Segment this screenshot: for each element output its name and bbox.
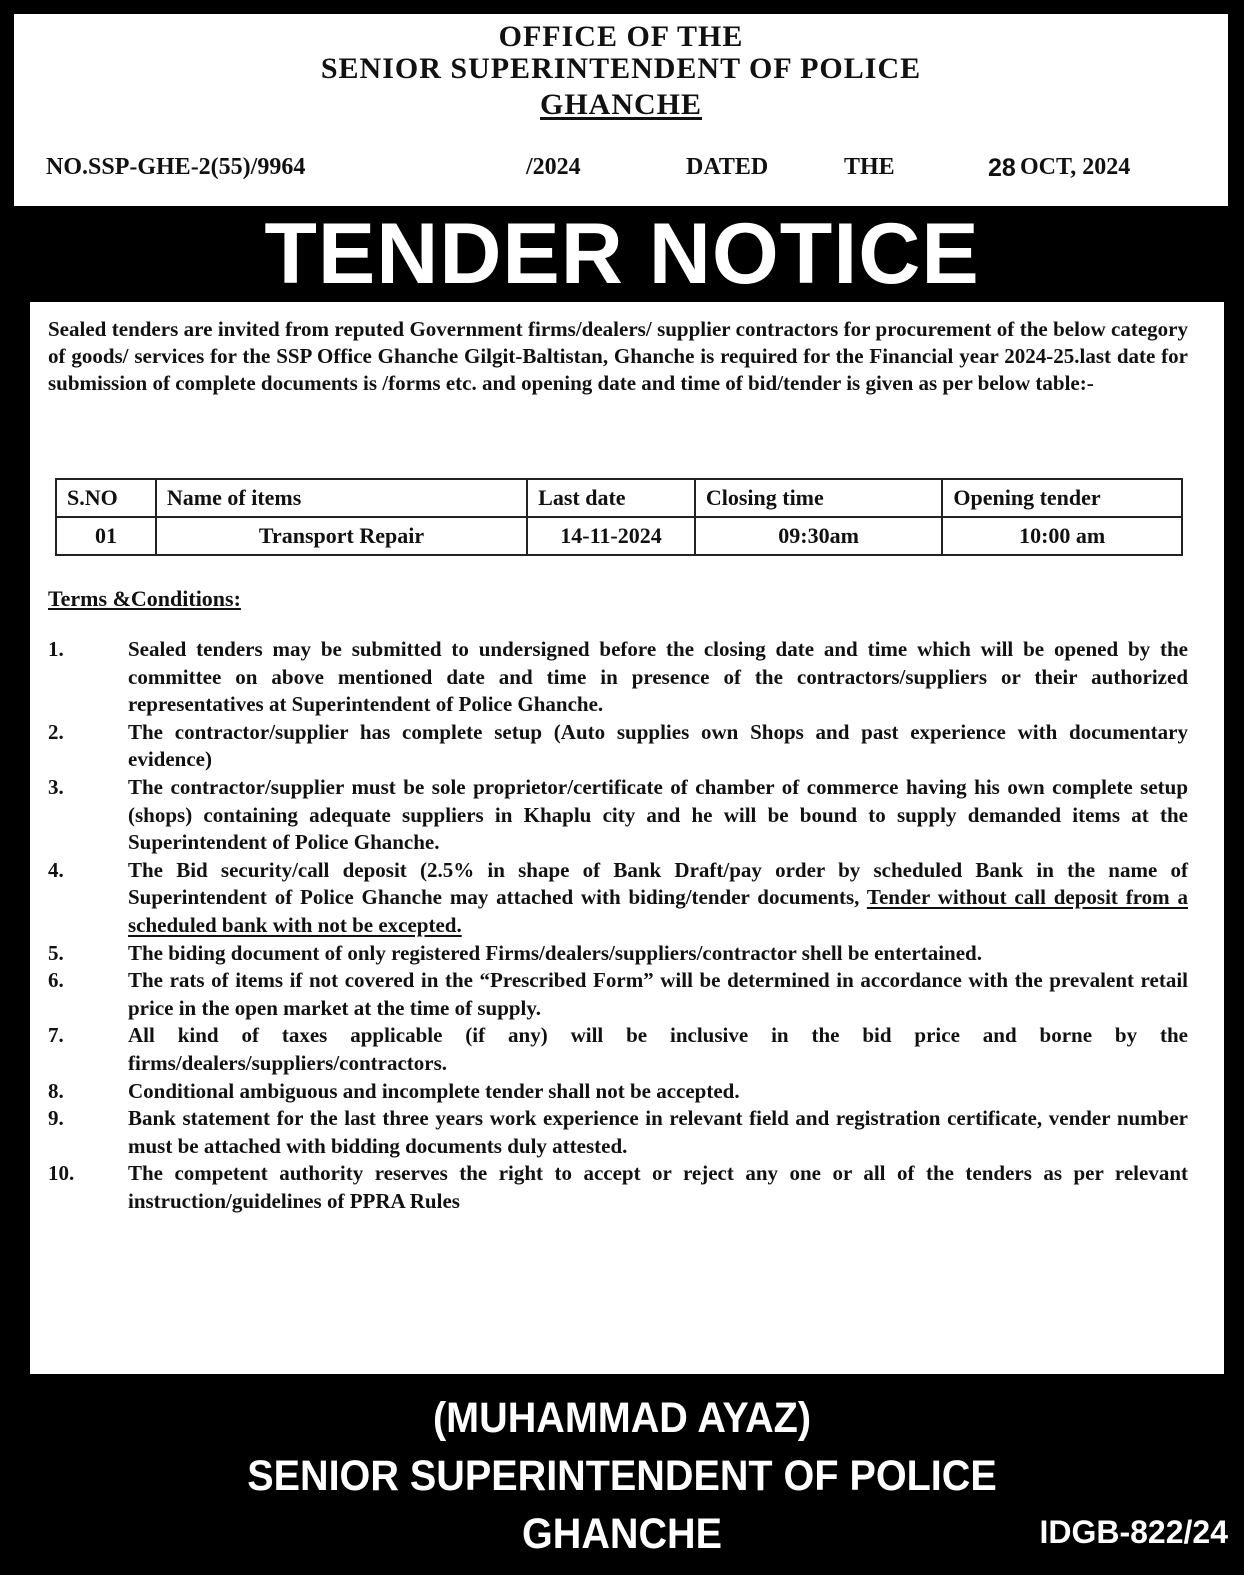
- intro-paragraph: Sealed tenders are invited from reputed Government firms/dealers/ supplier contractors for procurement of the below category of goods/ services for the SSP Office Ghanche Gilgit-Baltistan, Ghanche is required for the Financial year 2024-25.last date for submission of complete documents is /forms etc. and opening date and time of bid/tender is given as per below table:-: [48, 317, 1188, 395]
- list-item: 5. The biding document of only registered Firms/dealers/suppliers/contractor shell be entertained.: [48, 940, 982, 965]
- date-day: 28: [988, 154, 1016, 182]
- table-header: Name of items: [156, 479, 527, 517]
- table-cell-sno: 01: [56, 517, 156, 555]
- table-header: Opening tender: [942, 479, 1182, 517]
- list-item: 7. All kind of taxes applicable (if any) will be inclusive in the bid price and borne by the firms/dealers/suppliers/contractors.: [48, 1023, 1188, 1075]
- table-header-row: [56, 479, 1182, 517]
- table-header: Closing time: [695, 479, 943, 517]
- list-item: 1. Sealed tenders may be submitted to undersigned before the closing date and time which will be opened by the committee on above mentioned date and time in presence of the contractors/suppliers or their authorized representatives at Superintendent of Police Ghanche.: [48, 637, 1188, 717]
- office-line-1: OFFICE OF THE: [498, 20, 744, 53]
- date-month-year: OCT, 2024: [1020, 154, 1131, 180]
- list-item: 6. The rats of items if not covered in the “Prescribed Form” will be determined in accordance with the prevalent retail price in the open market at the time of supply.: [48, 968, 1188, 1020]
- list-item: 2. The contractor/supplier has complete setup (Auto supplies own Shops and past experience with documentary evidence): [48, 719, 1188, 772]
- office-line-2: SENIOR SUPERINTENDENT OF POLICE: [320, 52, 922, 85]
- notice-body: [30, 302, 1224, 1374]
- tender-notice-banner: TENDER NOTICE: [264, 206, 980, 302]
- table-cell-closing-time: 09:30am: [695, 517, 943, 555]
- signatory-title: SENIOR SUPERINTENDENT OF POLICE: [247, 1452, 997, 1500]
- table-header: S.NO: [56, 479, 156, 517]
- signatory-place: GHANCHE: [521, 1510, 723, 1558]
- terms-heading: Terms &Conditions:: [48, 586, 241, 611]
- the-label: THE: [844, 154, 895, 180]
- reference-year: /2024: [526, 154, 581, 180]
- dated-label: DATED: [686, 154, 769, 180]
- table-cell-last-date: 14-11-2024: [527, 517, 695, 555]
- list-item: 4. The Bid security/call deposit (2.5% in shape of Bank Draft/pay order by scheduled Bank in the name of Superintendent of Police Ghanche may attached with biding/tender documents, Tender without call deposit from a scheduled bank with not be excepted.: [48, 857, 1189, 937]
- list-item: 8. Conditional ambiguous and incomplete tender shall not be accepted.: [48, 1078, 740, 1103]
- table-header: Last date: [527, 479, 695, 517]
- signatory-name: (MUHAMMAD AYAZ): [432, 1394, 812, 1442]
- tender-table: [55, 478, 1183, 556]
- reference-number: NO.SSP-GHE-2(55)/9964: [46, 154, 306, 180]
- letterhead-panel: [14, 14, 1228, 206]
- list-item: 3. The contractor/supplier must be sole proprietor/certificate of chamber of commerce having his own complete setup (shops) containing adequate suppliers in Khaplu city and he will be bound to supply demanded items at the Superintendent of Police Ghanche.: [48, 774, 1188, 855]
- table-row: [56, 517, 1182, 555]
- publication-code: IDGB-822/24: [1039, 1514, 1228, 1550]
- terms-list: [48, 636, 1188, 1215]
- table-cell-opening-tender: 10:00 am: [942, 517, 1182, 555]
- underlined-condition: Tender without call deposit from a scheduled bank with not be excepted.: [128, 885, 1189, 937]
- list-item: 10. The competent authority reserves the right to accept or reject any one or all of the tenders as per relevant instruction/guidelines of PPRA Rules: [48, 1161, 1188, 1213]
- office-line-3: GHANCHE: [539, 88, 702, 121]
- table-cell-item: Transport Repair: [156, 517, 527, 555]
- list-item: 9. Bank statement for the last three years work experience in relevant field and registration certificate, vender number must be attached with bidding documents duly attested.: [48, 1106, 1188, 1158]
